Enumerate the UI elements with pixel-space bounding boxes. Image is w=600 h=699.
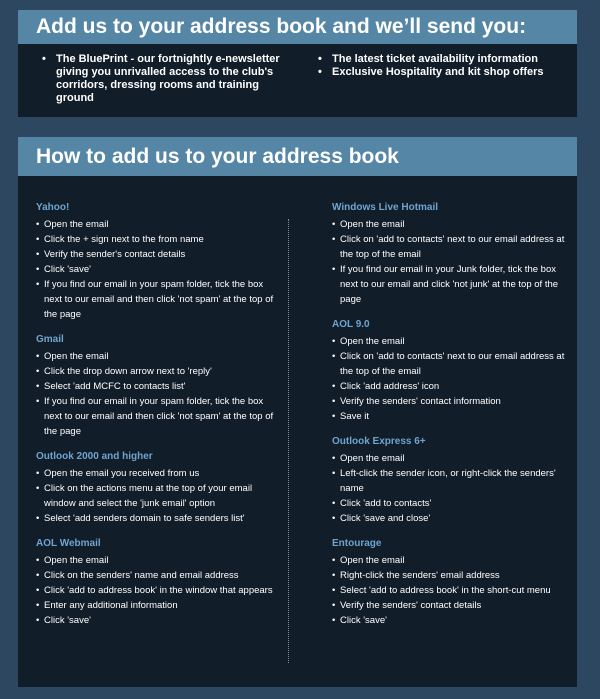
instruction-section bbox=[332, 435, 572, 526]
instruction-section bbox=[332, 201, 572, 307]
step-item: • Click the drop down arrow next to 'reply' bbox=[36, 364, 276, 379]
section-title: AOL Webmail bbox=[36, 538, 101, 549]
section-title: Entourage bbox=[332, 538, 382, 549]
offer-item: • Exclusive Hospitality and kit shop offers bbox=[314, 66, 564, 79]
step-item: • Select 'add to address book' in the short-cut menu bbox=[332, 583, 572, 598]
step-item: • Click 'save and close' bbox=[332, 511, 572, 526]
offer-item: • The BluePrint - our fortnightly e-newsletter giving you unrivalled access to the club's corridors, dressing rooms and training ground bbox=[38, 53, 288, 105]
step-item: • Open the email bbox=[36, 217, 276, 232]
section-title: Gmail bbox=[36, 334, 64, 345]
step-item: • If you find our email in your spam folder, tick the box next to our email and then click 'not spam' at the top of the page bbox=[36, 394, 276, 439]
offer-item: • The latest ticket availability information bbox=[314, 53, 564, 66]
step-list bbox=[36, 349, 276, 439]
step-item: • Right-click the senders' email address bbox=[332, 568, 572, 583]
step-item: • Open the email bbox=[36, 349, 276, 364]
step-list bbox=[36, 553, 276, 628]
offers-list-right bbox=[314, 53, 564, 79]
step-item: • Click 'add address' icon bbox=[332, 379, 572, 394]
step-item: • Verify the sender's contact details bbox=[36, 247, 276, 262]
section-title: Outlook 2000 and higher bbox=[36, 451, 153, 462]
step-item: • Left-click the sender icon, or right-click the senders' name bbox=[332, 466, 572, 496]
step-item: • Click on the actions menu at the top of your email window and select the 'junk email' option bbox=[36, 481, 276, 511]
step-list bbox=[36, 217, 276, 322]
instruction-section bbox=[36, 450, 276, 526]
instruction-section bbox=[36, 333, 276, 439]
step-item: • Open the email bbox=[332, 553, 572, 568]
offers-panel bbox=[18, 10, 577, 117]
section-title: Yahoo! bbox=[36, 202, 70, 213]
step-item: • Click 'save' bbox=[36, 613, 276, 628]
step-list bbox=[36, 466, 276, 526]
column-divider bbox=[288, 219, 289, 663]
step-item: • Enter any additional information bbox=[36, 598, 276, 613]
left-column bbox=[36, 201, 276, 639]
step-item: • Verify the senders' contact details bbox=[332, 598, 572, 613]
step-item: • Open the email bbox=[332, 451, 572, 466]
step-list bbox=[332, 553, 572, 628]
step-item: • Click 'add to contacts' bbox=[332, 496, 572, 511]
step-item: • Select 'add senders domain to safe senders list' bbox=[36, 511, 276, 526]
step-item: • Click 'add to address book' in the window that appears bbox=[36, 583, 276, 598]
offers-list-left bbox=[38, 53, 288, 105]
step-list bbox=[332, 451, 572, 526]
section-title: Outlook Express 6+ bbox=[332, 436, 426, 447]
step-item: • Select 'add MCFC to contacts list' bbox=[36, 379, 276, 394]
step-item: • If you find our email in your spam folder, tick the box next to our email and then click 'not spam' at the top of the page bbox=[36, 277, 276, 322]
step-item: • Open the email bbox=[332, 334, 572, 349]
right-column bbox=[332, 201, 572, 639]
step-list bbox=[332, 217, 572, 307]
step-item: • Click on 'add to contacts' next to our email address at the top of the email bbox=[332, 349, 572, 379]
step-item: • Click on the senders' name and email address bbox=[36, 568, 276, 583]
step-item: • Open the email you received from us bbox=[36, 466, 276, 481]
how-to-heading: How to add us to your address book bbox=[18, 137, 577, 176]
step-item: • Click the + sign next to the from name bbox=[36, 232, 276, 247]
step-item: • Save it bbox=[332, 409, 572, 424]
instruction-section bbox=[36, 201, 276, 322]
step-item: • Click 'save' bbox=[36, 262, 276, 277]
section-title: Windows Live Hotmail bbox=[332, 202, 439, 213]
step-item: • If you find our email in your Junk folder, tick the box next to our email and click 'not junk' at the top of the page bbox=[332, 262, 572, 307]
step-item: • Open the email bbox=[332, 217, 572, 232]
instruction-section bbox=[36, 537, 276, 628]
step-item: • Click 'save' bbox=[332, 613, 572, 628]
how-to-panel bbox=[18, 137, 577, 687]
step-item: • Verify the senders' contact information bbox=[332, 394, 572, 409]
step-item: • Open the email bbox=[36, 553, 276, 568]
section-title: AOL 9.0 bbox=[332, 319, 370, 330]
step-list bbox=[332, 334, 572, 424]
instruction-section bbox=[332, 318, 572, 424]
step-item: • Click on 'add to contacts' next to our email address at the top of the email bbox=[332, 232, 572, 262]
offers-heading: Add us to your address book and we’ll send you: bbox=[18, 10, 577, 44]
instruction-section bbox=[332, 537, 572, 628]
